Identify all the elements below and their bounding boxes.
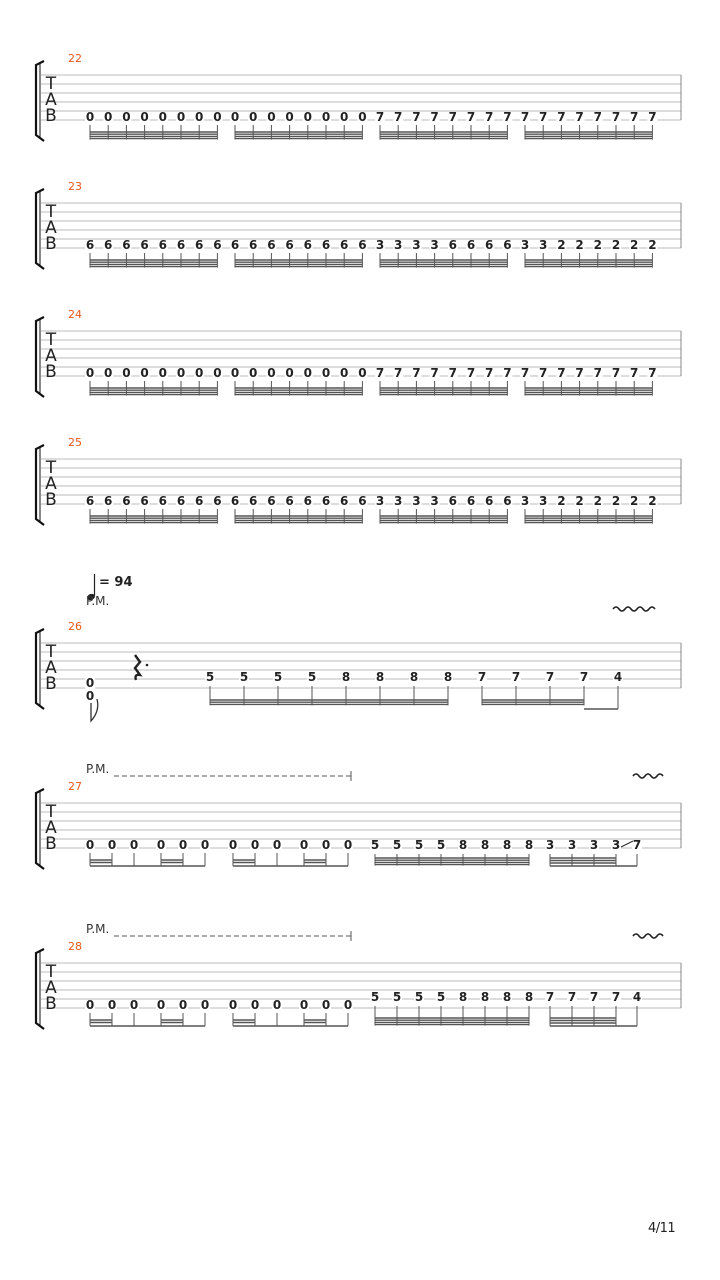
fret-number: 7 bbox=[503, 366, 512, 380]
tab-clef-letter: A bbox=[45, 218, 57, 238]
bar-number: 23 bbox=[68, 180, 82, 193]
fret-number: 7 bbox=[485, 366, 494, 380]
palm-mute-label: P.M. bbox=[86, 922, 110, 936]
fret-number: 8 bbox=[443, 670, 453, 684]
fret-number: 5 bbox=[307, 670, 317, 684]
fret-number: 7 bbox=[511, 670, 521, 684]
fret-number: 3 bbox=[375, 238, 385, 252]
tab-clef-letter: A bbox=[45, 90, 57, 110]
fret-number: 6 bbox=[340, 238, 349, 252]
fret-number: 2 bbox=[575, 494, 584, 508]
fret-number: 6 bbox=[85, 238, 95, 252]
fret-number: 7 bbox=[575, 110, 584, 124]
fret-number: 2 bbox=[630, 494, 639, 508]
fret-number: 0 bbox=[267, 366, 276, 380]
fret-number: 6 bbox=[267, 238, 276, 252]
vibrato-mark bbox=[633, 934, 663, 938]
fret-number: 0 bbox=[122, 366, 131, 380]
fret-number: 0 bbox=[140, 366, 149, 380]
fret-number: 7 bbox=[611, 990, 621, 1004]
fret-number: 7 bbox=[520, 366, 530, 380]
tab-clef-letter: B bbox=[45, 490, 57, 510]
tempo-value: = 94 bbox=[99, 575, 133, 590]
fret-number: 6 bbox=[340, 494, 349, 508]
fret-number: 6 bbox=[448, 238, 457, 252]
tab-clef-letter: B bbox=[45, 362, 57, 382]
fret-number: 6 bbox=[140, 494, 149, 508]
fret-number: 5 bbox=[205, 670, 215, 684]
fret-number: 5 bbox=[370, 838, 380, 852]
fret-number: 8 bbox=[480, 838, 490, 852]
fret-number: 0 bbox=[85, 676, 95, 690]
fret-number: 6 bbox=[466, 494, 476, 508]
fret-number: 6 bbox=[485, 494, 494, 508]
fret-number: 7 bbox=[632, 838, 642, 852]
fret-number: 4 bbox=[613, 670, 623, 684]
fret-number: 6 bbox=[176, 494, 186, 508]
fret-number: 0 bbox=[249, 110, 258, 124]
fret-number: 5 bbox=[414, 838, 424, 852]
fret-number: 7 bbox=[394, 366, 403, 380]
fret-number: 7 bbox=[648, 110, 657, 124]
fret-number: 0 bbox=[343, 998, 353, 1012]
fret-number: 0 bbox=[343, 838, 353, 852]
fret-number: 8 bbox=[458, 990, 468, 1004]
slide-mark bbox=[621, 841, 633, 847]
fret-number: 7 bbox=[448, 110, 457, 124]
fret-number: 0 bbox=[340, 110, 349, 124]
page-number: 4/11 bbox=[648, 1221, 676, 1236]
fret-number: 0 bbox=[178, 838, 188, 852]
fret-number: 0 bbox=[267, 110, 276, 124]
fret-number: 0 bbox=[129, 998, 139, 1012]
fret-number: 7 bbox=[539, 366, 548, 380]
fret-number: 7 bbox=[545, 990, 555, 1004]
fret-number: 0 bbox=[228, 998, 238, 1012]
fret-number: 7 bbox=[520, 110, 530, 124]
fret-number: 3 bbox=[520, 238, 530, 252]
tab-clef-letter: B bbox=[45, 994, 57, 1014]
fret-number: 6 bbox=[321, 238, 331, 252]
fret-number: 0 bbox=[299, 838, 309, 852]
fret-number: 6 bbox=[158, 238, 167, 252]
fret-number: 0 bbox=[156, 998, 166, 1012]
fret-number: 0 bbox=[104, 110, 113, 124]
fret-number: 7 bbox=[430, 366, 439, 380]
fret-number: 6 bbox=[213, 494, 222, 508]
fret-number: 6 bbox=[321, 494, 331, 508]
fret-number: 8 bbox=[341, 670, 351, 684]
fret-number: 6 bbox=[503, 494, 512, 508]
fret-number: 6 bbox=[158, 494, 167, 508]
fret-number: 3 bbox=[430, 494, 439, 508]
fret-number: 3 bbox=[394, 238, 403, 252]
fret-number: 2 bbox=[575, 238, 584, 252]
fret-number: 0 bbox=[85, 998, 95, 1012]
bar-number: 26 bbox=[68, 620, 82, 633]
fret-number: 7 bbox=[567, 990, 577, 1004]
fret-number: 6 bbox=[249, 494, 258, 508]
fret-number: 0 bbox=[303, 110, 312, 124]
fret-number: 7 bbox=[430, 110, 439, 124]
fret-number: 7 bbox=[448, 366, 457, 380]
fret-number: 8 bbox=[375, 670, 385, 684]
fret-number: 2 bbox=[593, 238, 602, 252]
tab-clef-letter: A bbox=[45, 658, 57, 678]
palm-mute-label: P.M. bbox=[86, 594, 110, 608]
fret-number: 6 bbox=[303, 494, 312, 508]
tab-clef-letter: B bbox=[45, 234, 57, 254]
fret-number: 6 bbox=[466, 238, 476, 252]
fret-number: 0 bbox=[158, 110, 167, 124]
fret-number: 0 bbox=[249, 366, 258, 380]
fret-number: 0 bbox=[200, 838, 210, 852]
fret-number: 6 bbox=[104, 494, 113, 508]
fret-number: 0 bbox=[176, 110, 186, 124]
fret-number: 2 bbox=[611, 238, 621, 252]
tab-system-bar-23 bbox=[36, 180, 681, 269]
fret-number: 7 bbox=[611, 366, 621, 380]
fret-number: 7 bbox=[394, 110, 403, 124]
fret-number: 6 bbox=[176, 238, 186, 252]
fret-number: 0 bbox=[272, 998, 282, 1012]
fret-number: 7 bbox=[579, 670, 589, 684]
tab-clef-letter: T bbox=[45, 802, 57, 822]
fret-number: 7 bbox=[611, 110, 621, 124]
tab-system-bar-27 bbox=[36, 762, 681, 869]
fret-number: 3 bbox=[539, 238, 548, 252]
rest-symbol bbox=[135, 655, 140, 680]
fret-number: 0 bbox=[85, 110, 95, 124]
fret-number: 2 bbox=[557, 494, 566, 508]
fret-number: 0 bbox=[85, 689, 95, 703]
fret-number: 0 bbox=[156, 838, 166, 852]
fret-number: 2 bbox=[648, 494, 657, 508]
vibrato-mark bbox=[613, 607, 655, 611]
fret-number: 0 bbox=[250, 998, 260, 1012]
fret-number: 0 bbox=[122, 110, 131, 124]
fret-number: 6 bbox=[285, 238, 294, 252]
fret-number: 7 bbox=[589, 990, 599, 1004]
vibrato-mark bbox=[633, 774, 663, 778]
fret-number: 2 bbox=[557, 238, 566, 252]
fret-number: 0 bbox=[213, 366, 222, 380]
fret-number: 6 bbox=[485, 238, 494, 252]
fret-number: 6 bbox=[285, 494, 294, 508]
tab-clef-letter: T bbox=[45, 458, 57, 478]
fret-number: 7 bbox=[648, 366, 657, 380]
fret-number: 5 bbox=[392, 838, 402, 852]
fret-number: 3 bbox=[520, 494, 530, 508]
fret-number: 5 bbox=[273, 670, 283, 684]
fret-number: 6 bbox=[358, 238, 367, 252]
fret-number: 7 bbox=[375, 110, 385, 124]
tab-clef-letter: T bbox=[45, 962, 57, 982]
fret-number: 0 bbox=[213, 110, 222, 124]
fret-number: 6 bbox=[195, 494, 204, 508]
fret-number: 0 bbox=[230, 366, 240, 380]
fret-number: 0 bbox=[85, 366, 95, 380]
fret-number: 0 bbox=[303, 366, 312, 380]
fret-number: 2 bbox=[630, 238, 639, 252]
fret-number: 6 bbox=[230, 238, 240, 252]
fret-number: 2 bbox=[648, 238, 657, 252]
fret-number: 3 bbox=[567, 838, 577, 852]
fret-number: 7 bbox=[545, 670, 555, 684]
bar-number: 28 bbox=[68, 940, 82, 953]
fret-number: 0 bbox=[272, 838, 282, 852]
fret-number: 0 bbox=[200, 998, 210, 1012]
fret-number: 0 bbox=[176, 366, 186, 380]
fret-number: 3 bbox=[539, 494, 548, 508]
fret-number: 5 bbox=[370, 990, 380, 1004]
fret-number: 3 bbox=[545, 838, 555, 852]
fret-number: 8 bbox=[409, 670, 419, 684]
fret-number: 7 bbox=[485, 110, 494, 124]
palm-mute-label: P.M. bbox=[86, 762, 110, 776]
bar-number: 24 bbox=[68, 308, 82, 321]
tab-system-bar-24 bbox=[36, 308, 681, 397]
fret-number: 0 bbox=[299, 998, 309, 1012]
fret-number: 8 bbox=[480, 990, 490, 1004]
fret-number: 6 bbox=[104, 238, 113, 252]
fret-number: 7 bbox=[466, 110, 476, 124]
fret-number: 7 bbox=[412, 110, 421, 124]
fret-number: 7 bbox=[557, 366, 566, 380]
fret-number: 7 bbox=[503, 110, 512, 124]
fret-number: 6 bbox=[85, 494, 95, 508]
tab-clef-letter: B bbox=[45, 834, 57, 854]
fret-number: 0 bbox=[85, 838, 95, 852]
tab-clef-letter: B bbox=[45, 674, 57, 694]
fret-number: 6 bbox=[213, 238, 222, 252]
fret-number: 8 bbox=[524, 990, 534, 1004]
fret-number: 7 bbox=[593, 110, 602, 124]
tab-clef-letter: T bbox=[45, 330, 57, 350]
tab-system-bar-22 bbox=[36, 52, 681, 141]
fret-number: 6 bbox=[267, 494, 276, 508]
fret-number: 7 bbox=[557, 110, 566, 124]
fret-number: 6 bbox=[503, 238, 512, 252]
fret-number: 0 bbox=[107, 998, 117, 1012]
fret-number: 0 bbox=[285, 110, 294, 124]
fret-number: 6 bbox=[358, 494, 367, 508]
fret-number: 3 bbox=[394, 494, 403, 508]
fret-number: 0 bbox=[195, 110, 204, 124]
fret-number: 6 bbox=[195, 238, 204, 252]
fret-number: 6 bbox=[448, 494, 457, 508]
fret-number: 7 bbox=[630, 110, 639, 124]
fret-number: 8 bbox=[524, 838, 534, 852]
bar-number: 22 bbox=[68, 52, 82, 65]
fret-number: 3 bbox=[375, 494, 385, 508]
fret-number: 0 bbox=[321, 366, 331, 380]
fret-number: 7 bbox=[630, 366, 639, 380]
fret-number: 8 bbox=[502, 990, 512, 1004]
fret-number: 6 bbox=[249, 238, 258, 252]
fret-number: 7 bbox=[575, 366, 584, 380]
fret-number: 8 bbox=[502, 838, 512, 852]
fret-number: 7 bbox=[412, 366, 421, 380]
fret-number: 3 bbox=[412, 238, 421, 252]
bar-number: 27 bbox=[68, 780, 82, 793]
fret-number: 0 bbox=[321, 998, 331, 1012]
tab-clef-letter: A bbox=[45, 474, 57, 494]
tab-clef-letter: T bbox=[45, 202, 57, 222]
fret-number: 0 bbox=[140, 110, 149, 124]
fret-number: 3 bbox=[589, 838, 599, 852]
fret-number: 3 bbox=[412, 494, 421, 508]
fret-number: 2 bbox=[593, 494, 602, 508]
tab-system-bar-26 bbox=[36, 574, 681, 721]
fret-number: 7 bbox=[375, 366, 385, 380]
tab-clef-letter: A bbox=[45, 818, 57, 838]
tab-system-bar-28 bbox=[36, 922, 681, 1029]
fret-number: 7 bbox=[466, 366, 476, 380]
fret-number: 0 bbox=[228, 838, 238, 852]
tab-clef-letter: A bbox=[45, 978, 57, 998]
fret-number: 3 bbox=[611, 838, 621, 852]
fret-number: 5 bbox=[436, 990, 446, 1004]
rest-dot bbox=[146, 664, 149, 667]
fret-number: 0 bbox=[178, 998, 188, 1012]
fret-number: 6 bbox=[140, 238, 149, 252]
bar-number: 25 bbox=[68, 436, 82, 449]
fret-number: 8 bbox=[458, 838, 468, 852]
fret-number: 5 bbox=[239, 670, 249, 684]
fret-number: 7 bbox=[539, 110, 548, 124]
fret-number: 5 bbox=[436, 838, 446, 852]
fret-number: 6 bbox=[230, 494, 240, 508]
tab-clef-letter: B bbox=[45, 106, 57, 126]
fret-number: 6 bbox=[303, 238, 312, 252]
fret-number: 0 bbox=[104, 366, 113, 380]
fret-number: 0 bbox=[358, 110, 367, 124]
fret-number: 0 bbox=[195, 366, 204, 380]
tab-system-bar-25 bbox=[36, 436, 681, 525]
fret-number: 2 bbox=[611, 494, 621, 508]
fret-number: 0 bbox=[358, 366, 367, 380]
fret-number: 0 bbox=[129, 838, 139, 852]
fret-number: 5 bbox=[414, 990, 424, 1004]
fret-number: 7 bbox=[593, 366, 602, 380]
fret-number: 0 bbox=[230, 110, 240, 124]
fret-number: 0 bbox=[158, 366, 167, 380]
fret-number: 7 bbox=[477, 670, 487, 684]
fret-number: 0 bbox=[107, 838, 117, 852]
tab-clef-letter: T bbox=[45, 74, 57, 94]
fret-number: 5 bbox=[392, 990, 402, 1004]
fret-number: 6 bbox=[122, 494, 131, 508]
fret-number: 0 bbox=[340, 366, 349, 380]
fret-number: 0 bbox=[285, 366, 294, 380]
tab-clef-letter: T bbox=[45, 642, 57, 662]
fret-number: 4 bbox=[632, 990, 642, 1004]
fret-number: 0 bbox=[250, 838, 260, 852]
fret-number: 0 bbox=[321, 110, 331, 124]
fret-number: 6 bbox=[122, 238, 131, 252]
fret-number: 0 bbox=[321, 838, 331, 852]
fret-number: 3 bbox=[430, 238, 439, 252]
tab-clef-letter: A bbox=[45, 346, 57, 366]
